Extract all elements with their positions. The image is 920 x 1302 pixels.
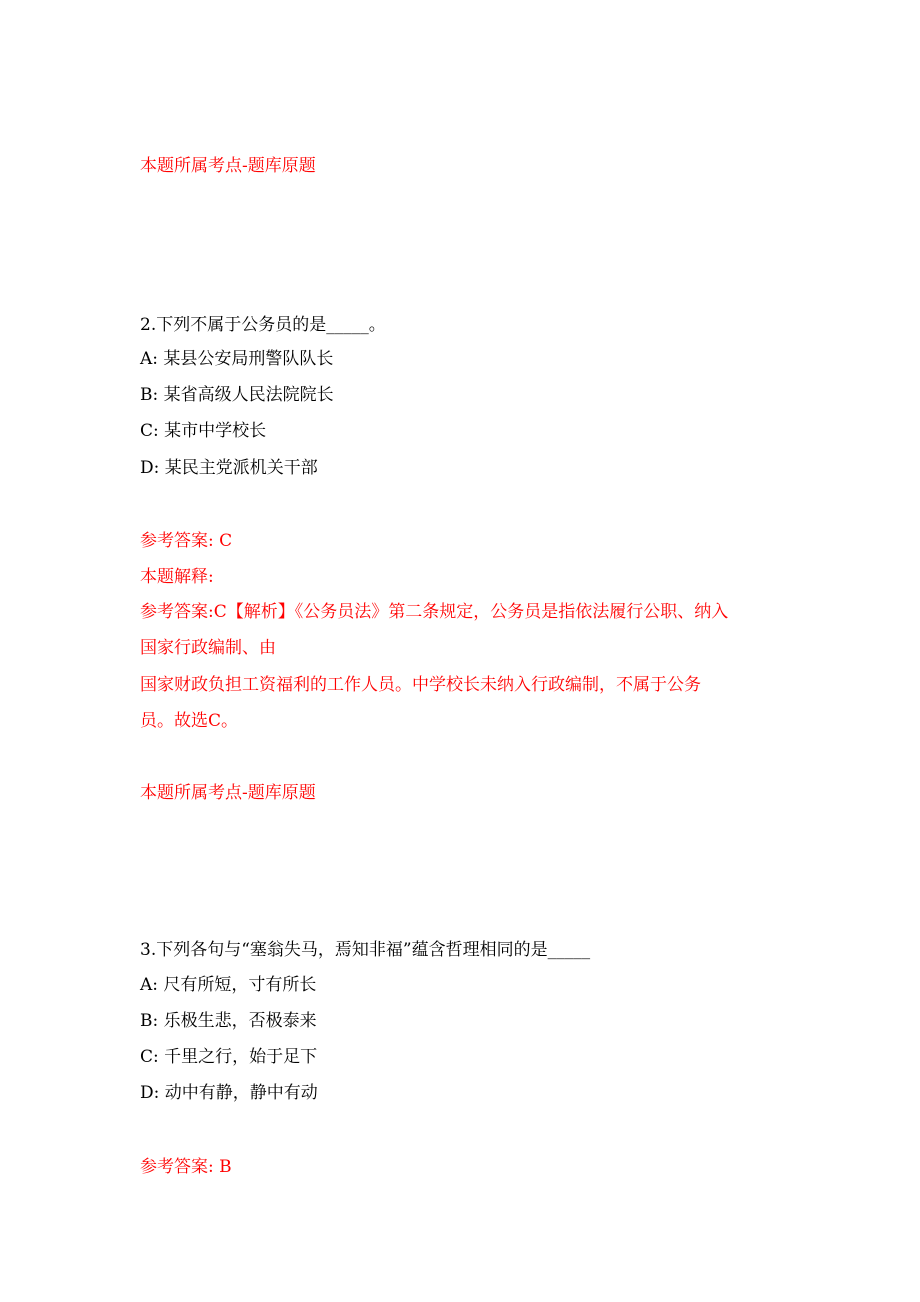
question-2-explanation-label: 本题解释: xyxy=(140,567,214,587)
question-2-explanation-line-1: 参考答案:C【解析】《公务员法》第二条规定，公务员是指依法履行公职、纳入 xyxy=(140,602,729,622)
question-2-explanation-line-4: 员。故选C。 xyxy=(140,711,239,731)
question-2-answer: 参考答案: C xyxy=(140,531,233,551)
question-2-option-a: A: 某县公安局刑警队队长 xyxy=(140,349,334,369)
question-3-option-d: D: 动中有静，静中有动 xyxy=(140,1083,318,1103)
question-2-explanation-line-3: 国家财政负担工资福利的工作人员。中学校长未纳入行政编制，不属于公务 xyxy=(140,675,701,695)
question-2-text: 2.下列不属于公务员的是_____。 xyxy=(140,315,386,335)
question-2-option-c: C: 某市中学校长 xyxy=(140,421,267,441)
question-2-explanation-line-2: 国家行政编制、由 xyxy=(140,638,276,658)
question-2-option-d: D: 某民主党派机关干部 xyxy=(140,458,318,478)
question-3-option-a: A: 尺有所短，寸有所长 xyxy=(140,975,317,995)
question-3-option-b: B: 乐极生悲，否极泰来 xyxy=(140,1011,317,1031)
question-3-answer: 参考答案: B xyxy=(140,1157,232,1177)
source-note-q2: 本题所属考点-题库原题 xyxy=(140,783,316,803)
question-2-option-b: B: 某省高级人民法院院长 xyxy=(140,385,334,405)
question-3-option-c: C: 千里之行，始于足下 xyxy=(140,1047,318,1067)
question-3-text: 3.下列各句与“塞翁失马，焉知非福”蕴含哲理相同的是_____ xyxy=(140,940,591,960)
source-note-top: 本题所属考点-题库原题 xyxy=(140,156,316,176)
